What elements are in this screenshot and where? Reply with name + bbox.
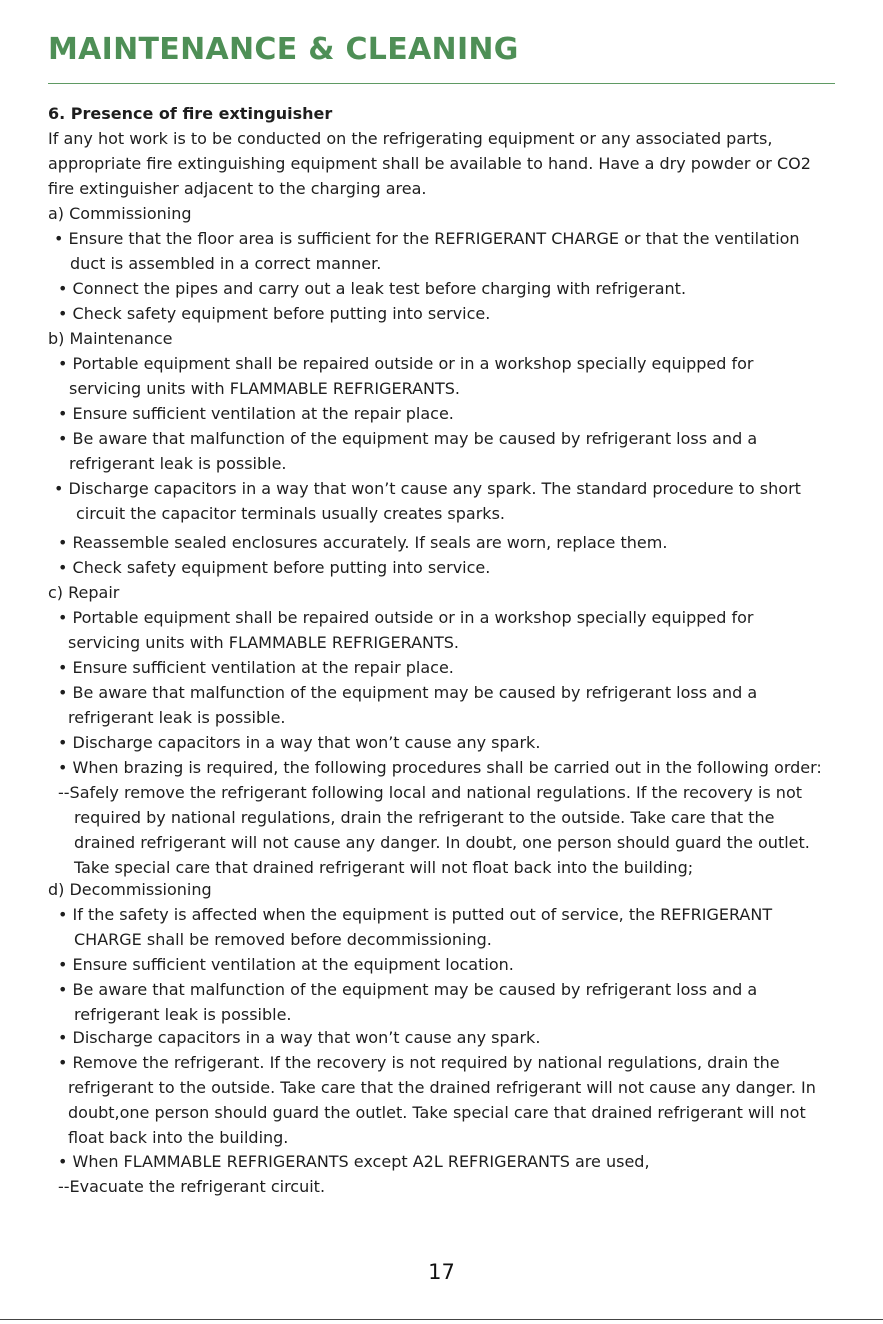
bullet-item: • Ensure sufficient ventilation at the repair place. xyxy=(58,658,454,677)
bullet-continuation: float back into the building. xyxy=(68,1128,289,1147)
sub-item-continuation: Take special care that drained refrigerant will not float back into the building; xyxy=(74,858,694,877)
page-title: MAINTENANCE & CLEANING xyxy=(48,32,519,67)
bullet-continuation: circuit the capacitor terminals usually creates sparks. xyxy=(76,504,505,523)
paragraph-line: If any hot work is to be conducted on the refrigerating equipment or any associated parts, xyxy=(48,129,773,148)
subsection-label-maintenance: b) Maintenance xyxy=(48,329,173,348)
title-divider xyxy=(48,83,835,84)
bullet-item: • Portable equipment shall be repaired outside or in a workshop specially equipped for xyxy=(58,608,754,627)
bullet-item: • If the safety is affected when the equipment is putted out of service, the REFRIGERANT xyxy=(58,905,773,924)
bullet-item: • Be aware that malfunction of the equipment may be caused by refrigerant loss and a xyxy=(58,429,758,448)
bullet-continuation: CHARGE shall be removed before decommissioning. xyxy=(74,930,492,949)
bullet-continuation: refrigerant leak is possible. xyxy=(68,708,286,727)
sub-item-continuation: drained refrigerant will not cause any danger. In doubt, one person should guard the outlet. xyxy=(74,833,810,852)
subsection-label-commissioning: a) Commissioning xyxy=(48,204,192,223)
bullet-continuation: refrigerant to the outside. Take care that the drained refrigerant will not cause any danger. In xyxy=(68,1078,816,1097)
subsection-label-repair: c) Repair xyxy=(48,583,120,602)
bullet-continuation: refrigerant leak is possible. xyxy=(74,1005,292,1024)
section-heading-fire-extinguisher: 6. Presence of fire extinguisher xyxy=(48,104,333,123)
bullet-item: • Be aware that malfunction of the equipment may be caused by refrigerant loss and a xyxy=(58,683,758,702)
bullet-continuation: duct is assembled in a correct manner. xyxy=(70,254,382,273)
bullet-continuation: servicing units with FLAMMABLE REFRIGERANTS. xyxy=(68,633,459,652)
bullet-continuation: refrigerant leak is possible. xyxy=(69,454,287,473)
bullet-item: • Connect the pipes and carry out a leak test before charging with refrigerant. xyxy=(58,279,687,298)
bullet-item: • Check safety equipment before putting into service. xyxy=(58,304,491,323)
sub-item: --Safely remove the refrigerant following local and national regulations. If the recovery is not xyxy=(58,783,803,802)
bullet-item: • Ensure sufficient ventilation at the equipment location. xyxy=(58,955,514,974)
bullet-continuation: servicing units with FLAMMABLE REFRIGERANTS. xyxy=(69,379,460,398)
bullet-item: • Be aware that malfunction of the equipment may be caused by refrigerant loss and a xyxy=(58,980,758,999)
bullet-item: • Check safety equipment before putting into service. xyxy=(58,558,491,577)
bullet-item: • Remove the refrigerant. If the recovery is not required by national regulations, drain the xyxy=(58,1053,780,1072)
bullet-item: • Discharge capacitors in a way that won’t cause any spark. The standard procedure to short xyxy=(54,479,801,498)
paragraph-line: appropriate fire extinguishing equipment shall be available to hand. Have a dry powder or CO2 xyxy=(48,154,811,173)
bullet-item: • Discharge capacitors in a way that won’t cause any spark. xyxy=(58,733,541,752)
bullet-item: • Reassemble sealed enclosures accurately. If seals are worn, replace them. xyxy=(58,533,668,552)
sub-item-continuation: required by national regulations, drain the refrigerant to the outside. Take care that the xyxy=(74,808,775,827)
bullet-item: • Discharge capacitors in a way that won’t cause any spark. xyxy=(58,1028,541,1047)
bullet-item: • Portable equipment shall be repaired outside or in a workshop specially equipped for xyxy=(58,354,754,373)
bullet-item: • Ensure sufficient ventilation at the repair place. xyxy=(58,404,454,423)
subsection-label-decommissioning: d) Decommissioning xyxy=(48,880,212,899)
page-bottom-border xyxy=(0,1319,883,1320)
page-number: 17 xyxy=(428,1260,455,1284)
paragraph-line: fire extinguisher adjacent to the charging area. xyxy=(48,179,427,198)
bullet-item: • Ensure that the floor area is sufficient for the REFRIGERANT CHARGE or that the ventilation xyxy=(54,229,800,248)
sub-item: --Evacuate the refrigerant circuit. xyxy=(58,1177,326,1196)
bullet-continuation: doubt,one person should guard the outlet. Take special care that drained refrigerant will not xyxy=(68,1103,806,1122)
bullet-item: • When FLAMMABLE REFRIGERANTS except A2L REFRIGERANTS are used, xyxy=(58,1152,650,1171)
bullet-item: • When brazing is required, the following procedures shall be carried out in the following order: xyxy=(58,758,822,777)
